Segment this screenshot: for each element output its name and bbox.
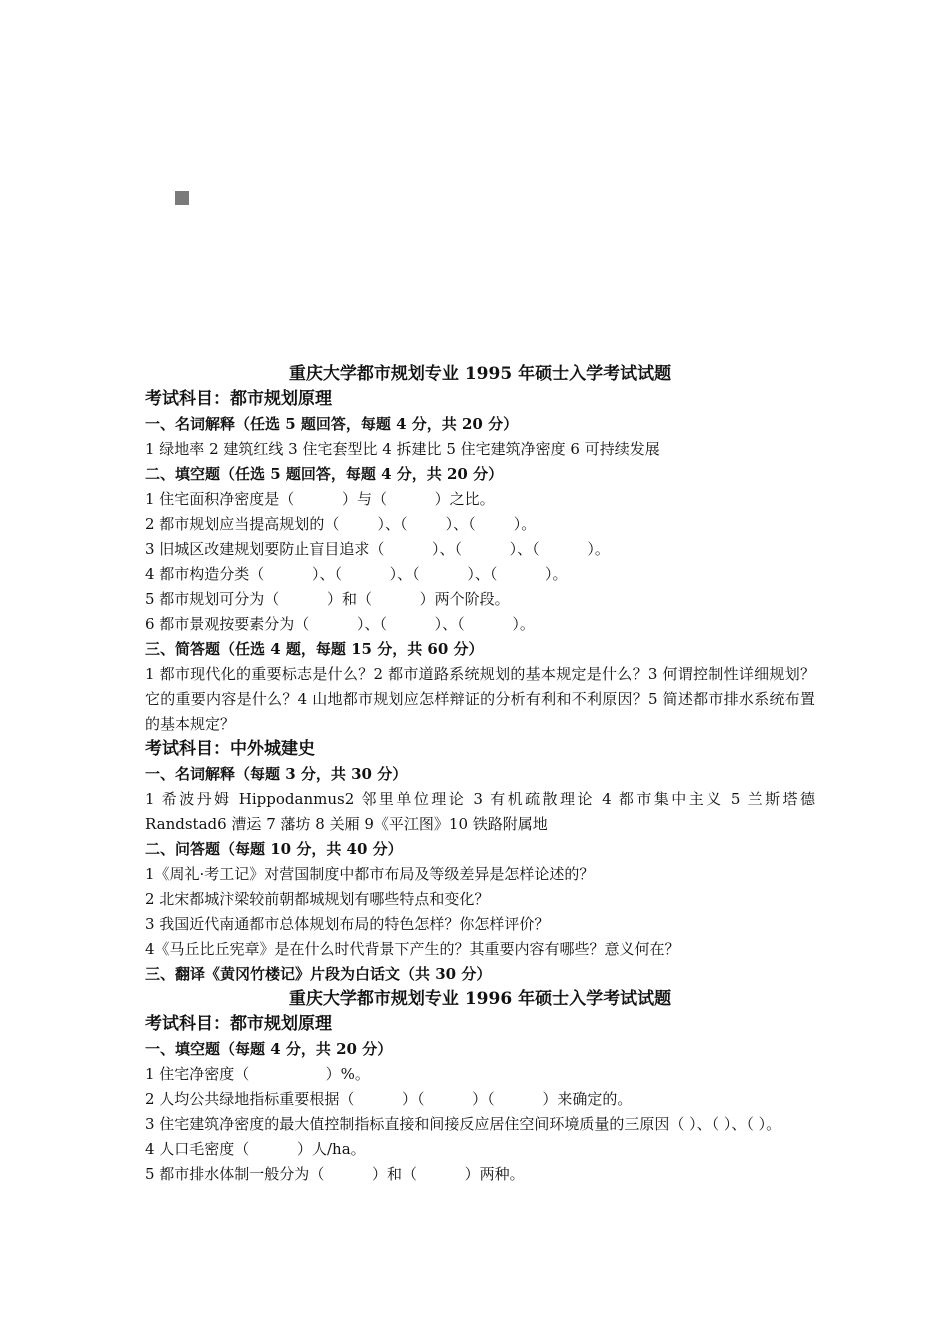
subject-construction-history: 考试科目：中外城建史: [145, 739, 315, 759]
question-item: 1《周礼·考工记》对营国制度中都市布局及等级差异是怎样论述的？: [145, 865, 595, 883]
section-heading: 二、问答题（每题 10 分，共 40 分）: [145, 840, 403, 858]
subject-urban-planning: 考试科目：都市规划原理: [145, 1014, 332, 1034]
question-item: 3 住宅建筑净密度的最大值控制指标直接和间接反应居住空间环境质量的三原因（ ）、（ ）、（ ）。: [145, 1115, 782, 1133]
question-item: 5 都市规划可分为（ ）和（ ）两个阶段。: [145, 590, 510, 608]
section-heading: 三、翻译《黄冈竹楼记》片段为白话文（共 30 分）: [145, 965, 492, 983]
question-item: 6 都市景观按要素分为（ ）、（ ）、（ ）。: [145, 615, 535, 633]
gray-square-mark: [175, 191, 189, 205]
question-item: 4《马丘比丘宪章》是在什么时代背景下产生的？其重要内容有哪些？意义何在？: [145, 940, 680, 958]
exam-title-1996: 重庆大学都市规划专业 1996 年硕士入学考试试题: [288, 989, 672, 1009]
question-item: 5 都市排水体制一般分为（ ）和（ ）两种。: [145, 1165, 525, 1183]
question-item: 2 都市规划应当提高规划的（ ）、（ ）、（ ）。: [145, 515, 537, 533]
question-item: 3 我国近代南通都市总体规划布局的特色怎样？你怎样评价？: [145, 915, 550, 933]
term-list: 1 绿地率 2 建筑红线 3 住宅套型比 4 拆建比 5 住宅建筑净密度 6 可持续发展: [145, 440, 660, 458]
question-item: 4 人口毛密度（ ）人/ha。: [145, 1140, 366, 1158]
question-item: 1 住宅净密度（ ）%。: [145, 1065, 370, 1083]
question-paragraph: 1 都市现代化的重要标志是什么？2 都市道路系统规划的基本规定是什么？3 何谓控制性详细规划？它的重要内容是什么？4 山地都市规划应怎样辩证的分析有利和不利原因？5 简述都市排水系统布置的基本规定？: [145, 665, 815, 733]
section-heading: 一、填空题（每题 4 分，共 20 分）: [145, 1040, 393, 1058]
subject-urban-planning: 考试科目：都市规划原理: [145, 389, 332, 409]
exam-title-1995: 重庆大学都市规划专业 1995 年硕士入学考试试题: [288, 364, 672, 384]
question-item: 2 人均公共绿地指标重要根据（ ）（ ）（ ）来确定的。: [145, 1090, 633, 1108]
question-item: 4 都市构造分类（ ）、（ ）、（ ）、（ ）。: [145, 565, 568, 583]
section-heading: 三、简答题（任选 4 题，每题 15 分，共 60 分）: [145, 640, 484, 658]
question-item: 1 住宅面积净密度是（ ）与（ ）之比。: [145, 490, 495, 508]
section-heading: 一、名词解释（每题 3 分，共 30 分）: [145, 765, 408, 783]
term-paragraph: 1 希波丹姆 Hippodanmus2 邻里单位理论 3 有机疏散理论 4 都市集中主义 5 兰斯塔德 Randstad6 漕运 7 藩坊 8 关厢 9《平江图》10 铁路附属地: [145, 790, 815, 833]
question-item: 2 北宋都城汴梁较前朝都城规划有哪些特点和变化？: [145, 890, 490, 908]
question-item: 3 旧城区改建规划要防止盲目追求（ ）、（ ）、（ ）。: [145, 540, 610, 558]
section-heading: 一、名词解释（任选 5 题回答，每题 4 分，共 20 分）: [145, 415, 519, 433]
exam-document: [145, 362, 815, 1187]
section-heading: 二、填空题（任选 5 题回答，每题 4 分，共 20 分）: [145, 465, 504, 483]
